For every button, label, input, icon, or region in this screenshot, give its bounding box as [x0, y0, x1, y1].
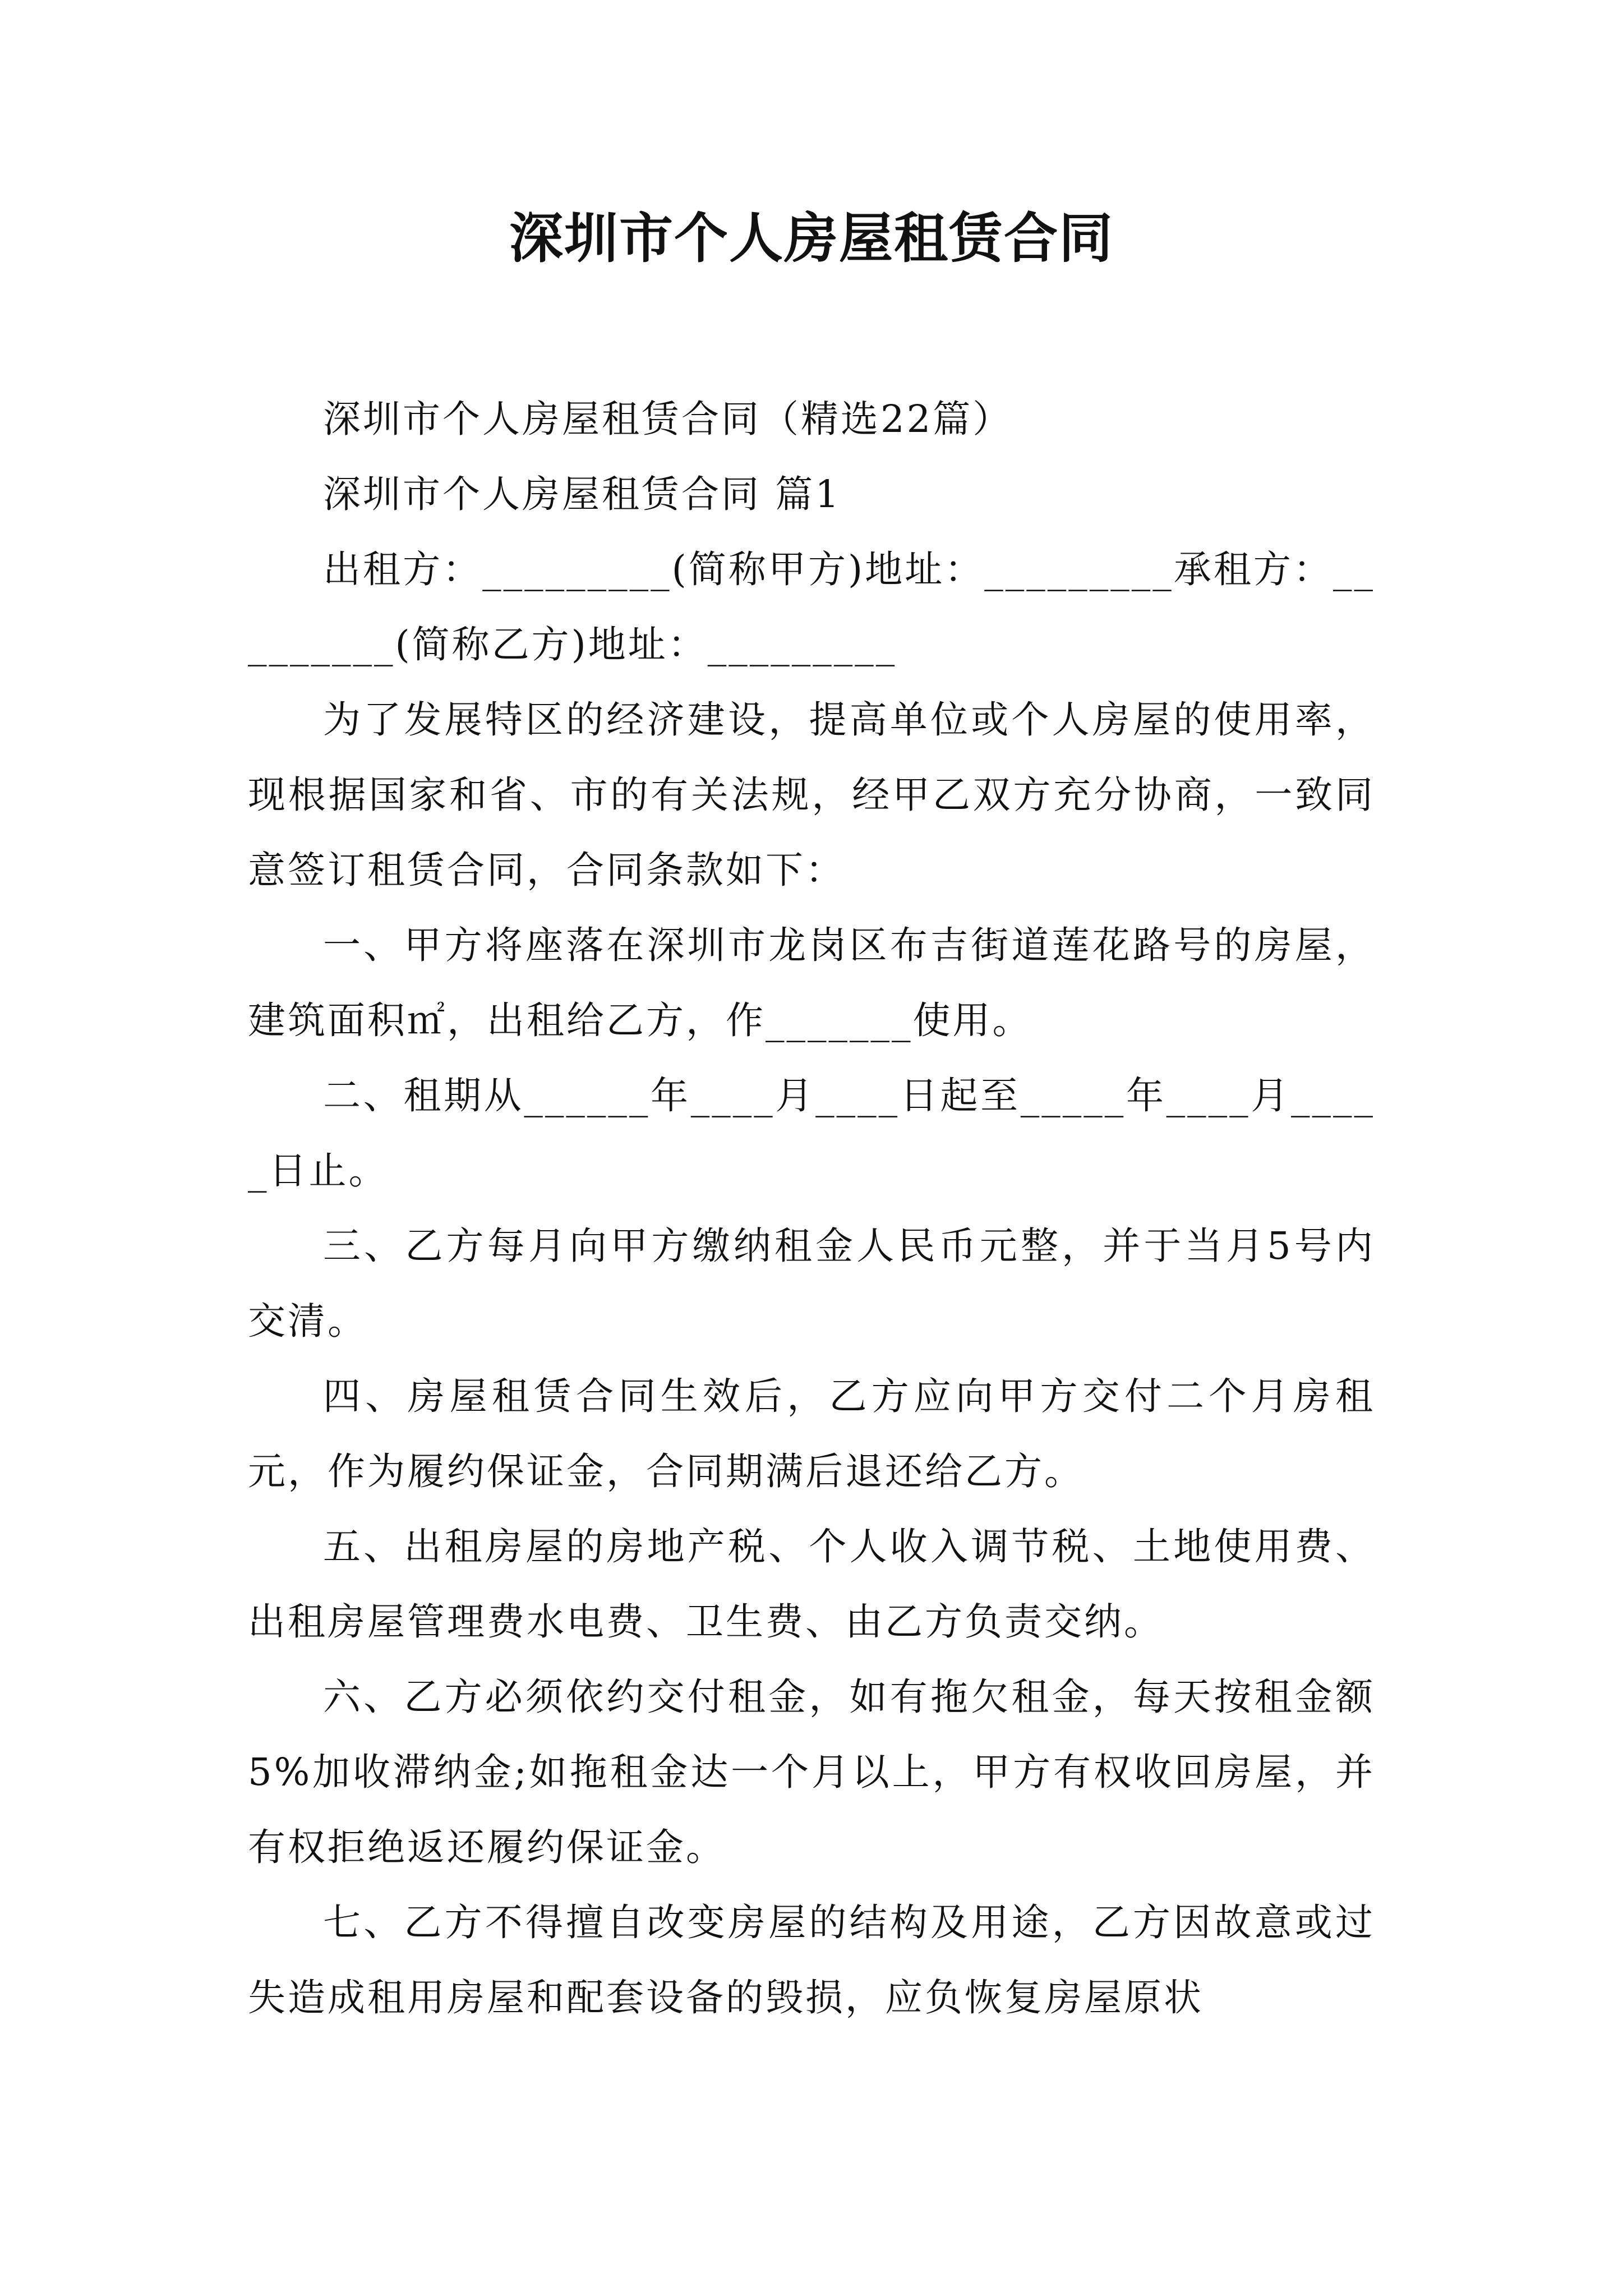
paragraph-clause-3: 三、乙方每月向甲方缴纳租金人民币元整，并于当月5号内交清。: [248, 1224, 1375, 1343]
paragraph-preamble: 为了发展特区的经济建设，提高单位或个人房屋的使用率，现根据国家和省、市的有关法规，经甲乙双方充分协商，一致同意签订租赁合同，合同条款如下：: [248, 698, 1375, 892]
document-body: [248, 381, 1375, 2035]
paragraph-clause-7: 七、乙方不得擅自改变房屋的结构及用途，乙方因故意或过失造成租用房屋和配套设备的毁损，应负恢复房屋原状: [248, 1901, 1375, 2019]
document-title: 深圳市个人房屋租赁合同: [509, 206, 1114, 270]
paragraph-clause-4: 四、房屋租赁合同生效后，乙方应向甲方交付二个月房租元，作为履约保证金，合同期满后退还给乙方。: [248, 1374, 1375, 1493]
paragraph-subtitle: 深圳市个人房屋租赁合同（精选22篇）: [323, 397, 1013, 441]
paragraph-clause-6: 六、乙方必须依约交付租金，如有拖欠租金，每天按租金额5%加收滞纳金;如拖租金达一个月以上，甲方有权收回房屋，并有权拒绝返还履约保证金。: [248, 1675, 1375, 1869]
paragraph-parties: 出租方：_________(简称甲方)地址：_________承租方：_________(简称乙方)地址：_________: [248, 547, 1375, 666]
paragraph-section-heading: 深圳市个人房屋租赁合同 篇1: [323, 472, 841, 516]
paragraph-clause-1: 一、甲方将座落在深圳市龙岗区布吉街道莲花路号的房屋，建筑面积㎡，出租给乙方，作_______使用。: [248, 923, 1375, 1042]
paragraph-clause-2: 二、租期从______年____月____日起至_____年____月_____日止。: [248, 1074, 1375, 1193]
paragraph-clause-5: 五、出租房屋的房地产税、个人收入调节税、土地使用费、出租房屋管理费水电费、卫生费、由乙方负责交纳。: [248, 1525, 1375, 1644]
